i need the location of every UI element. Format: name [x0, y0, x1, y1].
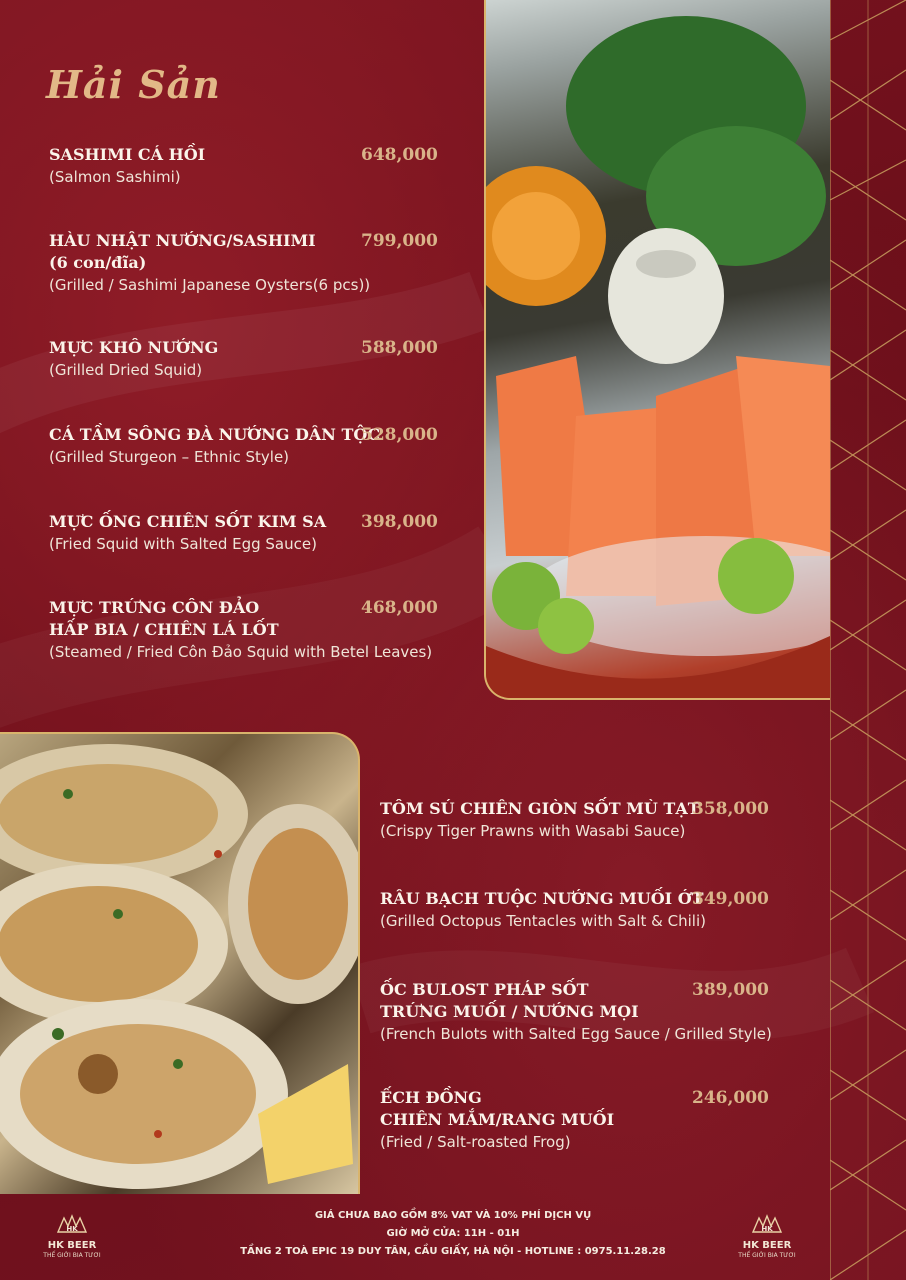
footer-vat-note: GIÁ CHƯA BAO GỒM 8% VAT VÀ 10% PHÍ DỊCH VỤ	[314, 1210, 592, 1221]
item-name: SASHIMI CÁ HỒI	[49, 145, 206, 164]
item-price: 799,000	[361, 231, 438, 251]
menu-item	[49, 597, 459, 663]
item-price: 246,000	[692, 1088, 769, 1108]
hk-beer-logo-right	[732, 1214, 802, 1260]
item-name: HÀU NHẬT NƯỚNG/SASHIMI (6 con/đĩa)	[49, 231, 316, 272]
salmon-sashimi-photo	[484, 0, 830, 700]
svg-text:HK: HK	[66, 1225, 78, 1233]
item-description: (Grilled Sturgeon – Ethnic Style)	[49, 448, 290, 466]
menu-item	[380, 798, 800, 842]
hk-crest-icon	[749, 1214, 785, 1236]
item-name: MỰC TRỨNG CÔN ĐẢO HẤP BIA / CHIÊN LÁ LỐT	[49, 598, 279, 639]
item-description: (Grilled Octopus Tentacles with Salt & Chili)	[380, 912, 706, 930]
item-name: ẾCH ĐỒNG CHIÊN MẮM/RANG MUỐI	[380, 1088, 615, 1129]
item-price: 468,000	[361, 598, 438, 618]
item-name: TÔM SÚ CHIÊN GIÒN SỐT MÙ TẠT	[380, 799, 700, 818]
item-name: ỐC BULOST PHÁP SỐT TRỨNG MUỐI / NƯỚNG MỌI	[380, 980, 639, 1021]
footer-address-hotline: TẦNG 2 TOÀ EPIC 19 DUY TÂN, CẦU GIẤY, HÀ NỘI - HOTLINE : 0975.11.28.28	[240, 1246, 666, 1257]
svg-text:HK: HK	[761, 1225, 773, 1233]
menu-item	[49, 337, 449, 381]
item-name: CÁ TẦM SÔNG ĐÀ NƯỚNG DÂN TỘC	[49, 425, 381, 444]
item-price: 398,000	[361, 512, 438, 532]
logo-tagline: THẾ GIỚI BIA TƯƠI	[43, 1252, 101, 1259]
hk-crest-icon	[54, 1214, 90, 1236]
hk-beer-logo-left	[37, 1214, 107, 1260]
item-description: (French Bulots with Salted Egg Sauce / Grilled Style)	[380, 1025, 772, 1043]
item-price: 648,000	[361, 145, 438, 165]
item-description: (Steamed / Fried Côn Đảo Squid with Betel Leaves)	[49, 643, 433, 661]
menu-item	[49, 511, 449, 555]
logo-tagline: THẾ GIỚI BIA TƯƠI	[738, 1252, 796, 1259]
item-price: 349,000	[692, 889, 769, 909]
gold-geometric-pattern	[830, 0, 906, 1280]
item-description: (Salmon Sashimi)	[49, 168, 181, 186]
menu-item	[49, 424, 449, 468]
item-description: (Grilled / Sashimi Japanese Oysters(6 pcs))	[49, 276, 371, 294]
menu-item	[380, 1087, 800, 1153]
menu-item	[49, 144, 449, 188]
item-name: MỰC KHÔ NƯỚNG	[49, 338, 219, 357]
grilled-oysters-photo	[0, 732, 360, 1194]
item-price: 389,000	[692, 980, 769, 1000]
item-description: (Crispy Tiger Prawns with Wasabi Sauce)	[380, 822, 686, 840]
section-title: Hải Sản	[46, 62, 221, 107]
item-price: 528,000	[361, 425, 438, 445]
menu-item	[380, 888, 800, 932]
item-price: 588,000	[361, 338, 438, 358]
logo-name: HK BEER	[742, 1240, 792, 1251]
footer-opening-hours: GIỜ MỞ CỬA: 11H - 01H	[386, 1228, 520, 1239]
item-name: MỰC ỐNG CHIÊN SỐT KIM SA	[49, 512, 327, 531]
menu-item	[49, 230, 449, 296]
logo-name: HK BEER	[47, 1240, 97, 1251]
item-description: (Fried / Salt-roasted Frog)	[380, 1133, 571, 1151]
menu-item	[380, 979, 800, 1045]
item-name: RÂU BẠCH TUỘC NƯỚNG MUỐI ỚT	[380, 889, 704, 908]
item-description: (Fried Squid with Salted Egg Sauce)	[49, 535, 317, 553]
item-description: (Grilled Dried Squid)	[49, 361, 203, 379]
item-price: 358,000	[692, 799, 769, 819]
